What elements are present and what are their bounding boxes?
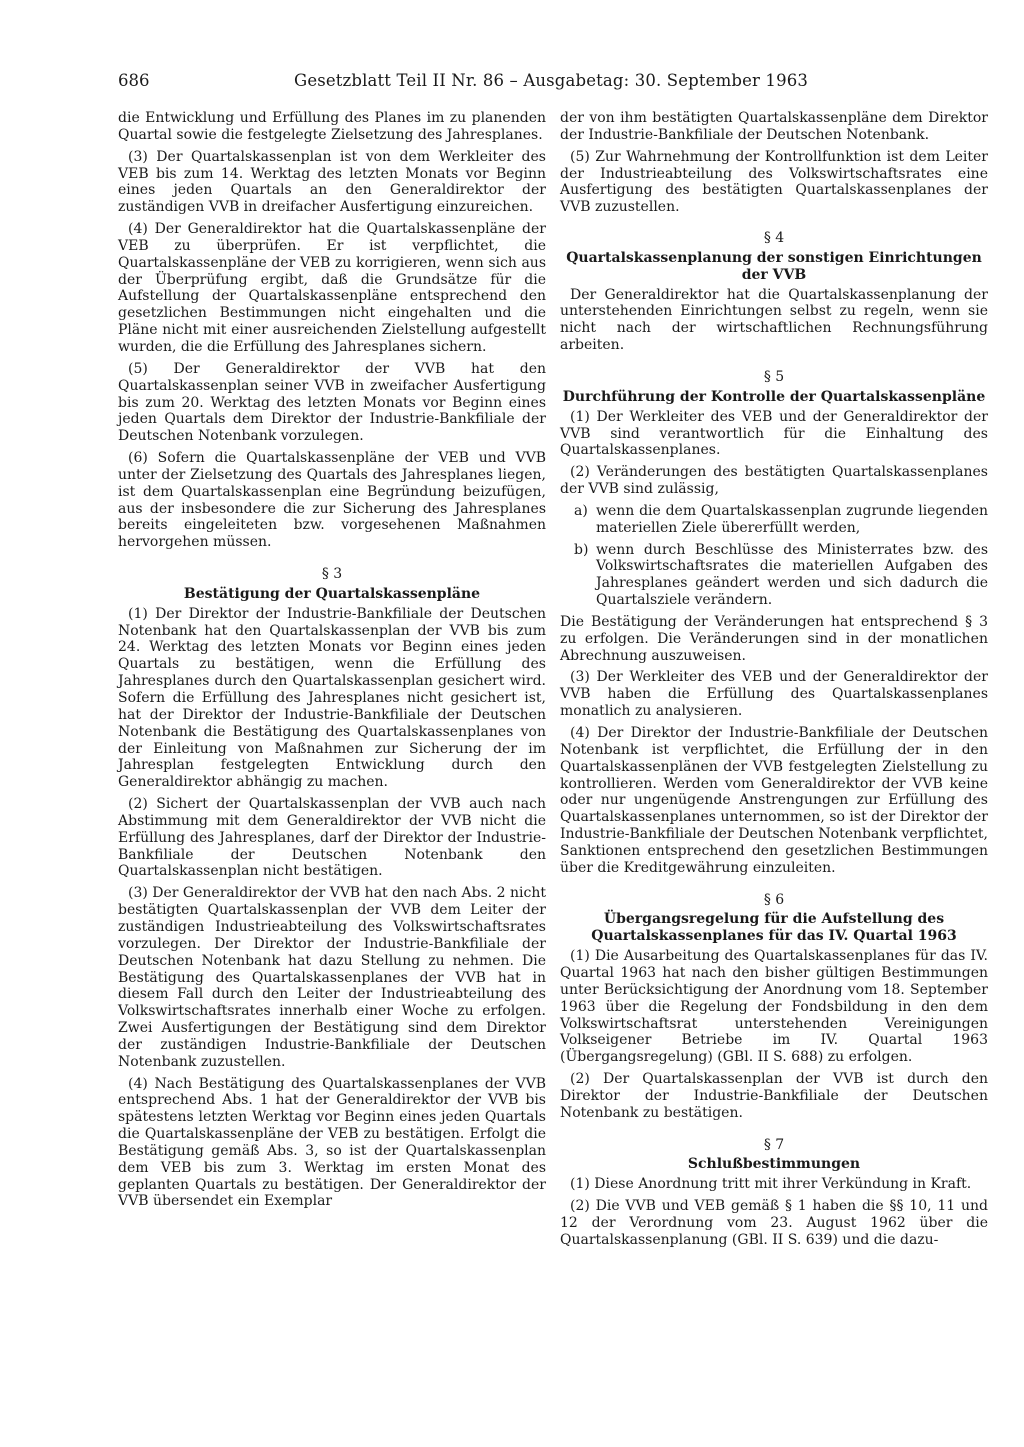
paragraph: (1) Diese Anordnung tritt mit ihrer Verkündung in Kraft. <box>570 1176 972 1193</box>
right-column <box>560 110 988 1254</box>
paragraph: (1) Der Werkleiter des VEB und der Generaldirektor der VVB sind verantwortlich für die Einhaltung des Quartalskassenplanes. <box>560 408 988 459</box>
paragraph: (6) Sofern die Quartalskassenpläne der VEB und VVB unter der Zielsetzung des Quartals des Jahresplanes liegen, ist dem Quartalskassenplan eine Begründung beizufügen, aus der insbesondere die zur Sicherung des Jahresplanes bereits eingeleiteten bzw. vorgesehenen Maßnahmen hervorgehen müssen. <box>118 450 546 551</box>
paragraph: (4) Der Direktor der Industrie-Bankfiliale der Deutschen Notenbank ist verpflichtet, die Erfüllung der in den Quartalskassenplänen der VVB festgelegten Zielstellung zu kontrollieren. Werden vom Generaldirektor der VVB keine oder nur ungenügende Anstrengungen zur Erfüllung des Quartalskassenplanes unternommen, so ist der Direktor der Industrie-Bankfiliale der Deutschen Notenbank verpflichtet, Sanktionen entsprechend den gesetzlichen Bestimmungen über die Kreditgewährung einzuleiten. <box>560 725 988 876</box>
section-title: Quartalskassenplanung der sonstigen Einrichtungen der VVB <box>566 249 982 283</box>
section-title: Übergangsregelung für die Aufstellung des Quartalskassenplanes für das IV. Quartal 1963 <box>591 911 957 945</box>
section-number: § 4 <box>763 230 785 247</box>
paragraph: (3) Der Quartalskassenplan ist von dem Werkleiter des VEB bis zum 14. Werktag des letzten Monats vor Beginn eines jeden Quartals an den Generaldirektor der zuständigen VVB in dreifacher Ausfertigung einzureichen. <box>118 148 546 216</box>
paragraph: (5) Zur Wahrnehmung der Kontrollfunktion ist dem Leiter der Industrieabteilung des Volkswirtschaftsrates eine Ausfertigung des bestätigten Quartalskassenplanes der VVB zuzustellen. <box>560 148 988 216</box>
section-title: Durchführung der Kontrolle der Quartalskassenpläne <box>562 388 986 405</box>
paragraph: (4) Der Generaldirektor hat die Quartalskassenpläne der VEB zu überprüfen. Er ist verpflichtet, die Quartalskassenpläne der VEB zu korrigieren, wenn sich aus der Überprüfung ergibt, daß die Grundsätze für die Aufstellung der Quartalskassenpläne entsprechend den gesetzlichen Bestimmungen nicht eingehalten und die Pläne nicht mit einer ausreichenden Zielstellung aufgestellt wurden, die die Erfüllung des Jahresplanes sichern. <box>118 221 546 355</box>
list-item-label: a) <box>574 502 588 519</box>
page-number: 686 <box>118 71 150 90</box>
section-number: § 6 <box>763 891 785 908</box>
section-number: § 3 <box>321 566 343 583</box>
paragraph: (3) Der Generaldirektor der VVB hat den nach Abs. 2 nicht bestätigten Quartalskassenplan der VVB dem Leiter der zuständigen Industrieabteilung des Volkswirtschaftsrates vorzulegen. Der Direktor der Industrie-Bankfiliale der Deutschen Notenbank hat dazu Stellung zu nehmen. Die Bestätigung des Quartalskassenplanes der VVB hat in diesem Fall durch den Leiter der Industrieabteilung des Volkswirtschaftsrates innerhalb einer Woche zu erfolgen. Zwei Ausfertigungen der Bestätigung sind dem Direktor der zuständigen Industrie-Bankfiliale der Deutschen Notenbank zuzustellen. <box>118 885 546 1070</box>
left-column <box>118 110 546 1215</box>
section-number: § 7 <box>763 1136 785 1153</box>
paragraph: (1) Die Ausarbeitung des Quartalskassenplanes für das IV. Quartal 1963 hat nach den bisher gültigen Bestimmungen unter Berücksichtigung der Anordnung vom 18. September 1963 über die Regelung der Fondsbildung in den dem Volkswirtschaftsrat unterstehenden Vereinigungen Volkseigener Betriebe im IV. Quartal 1963 (Übergangsregelung) (GBl. II S. 688) zu erfolgen. <box>560 948 988 1066</box>
list-item <box>560 503 988 537</box>
section-number: § 5 <box>763 368 785 385</box>
paragraph: (2) Der Quartalskassenplan der VVB ist durch den Direktor der Industrie-Bankfiliale der Deutschen Notenbank zu bestätigen. <box>560 1071 988 1121</box>
section-title: Schlußbestimmungen <box>687 1156 861 1173</box>
paragraph: der von ihm bestätigten Quartalskassenpläne dem Direktor der Industrie-Bankfiliale der Deutschen Notenbank. <box>560 110 988 143</box>
section-title: Bestätigung der Quartalskassenpläne <box>183 585 481 602</box>
list-item-label: b) <box>574 541 589 558</box>
paragraph: Die Bestätigung der Veränderungen hat entsprechend § 3 zu erfolgen. Die Veränderungen sind in der monatlichen Abrechnung auszuweisen. <box>560 613 988 664</box>
paragraph: (4) Nach Bestätigung des Quartalskassenplanes der VVB entsprechend Abs. 1 hat der Generaldirektor der VVB bis spätestens letzten Werktag vor Beginn eines jeden Quartals die Quartalskassenpläne der VEB zu bestätigen. Erfolgt die Bestätigung gemäß Abs. 3, so ist der Quartalskassenplan dem VEB bis zum 3. Werktag im ersten Monat des geplanten Quartals zu bestätigen. Der Generaldirektor der VVB übersendet ein Exemplar <box>118 1075 546 1210</box>
paragraph: Der Generaldirektor hat die Quartalskassenplanung der unterstehenden Einrichtungen selbst zu regeln, wenn sie nicht nach der wirtschaftlichen Rechnungsführung arbeiten. <box>560 286 988 354</box>
header-title: Gesetzblatt Teil II Nr. 86 – Ausgabetag: 30. September 1963 <box>294 71 809 90</box>
paragraph: (3) Der Werkleiter des VEB und der Generaldirektor der VVB haben die Erfüllung des Quartalskassenplanes monatlich zu analysieren. <box>560 669 988 720</box>
paragraph: (2) Veränderungen des bestätigten Quartalskassenplanes der VVB sind zulässig, <box>560 464 988 498</box>
paragraph: (1) Der Direktor der Industrie-Bankfiliale der Deutschen Notenbank hat den Quartalskassenplan der VVB bis zum 24. Werktag des letzten Monats vor Beginn eines jeden Quartals zu bestätigen, wenn die Erfüllung des Jahresplanes durch den Quartalskassenplan gesichert wird. Sofern die Erfüllung des Jahresplanes nicht gesichert ist, hat der Direktor der Industrie-Bankfiliale der Deutschen Notenbank die Bestätigung des Quartalskassenplanes von der Einleitung von Maßnahmen zur Sicherung der im Jahresplan festgelegten Entwicklung durch den Generaldirektor abhängig zu machen. <box>118 605 546 791</box>
paragraph: (2) Die VVB und VEB gemäß § 1 haben die §§ 10, 11 und 12 der Verordnung vom 23. August 1962 über die Quartalskassenplanung (GBl. II S. 639) und die dazu- <box>560 1198 988 1248</box>
paragraph: die Entwicklung und Erfüllung des Planes im zu planenden Quartal sowie die festgelegte Zielsetzung des Jahresplanes. <box>118 110 546 143</box>
list-item-text: wenn durch Beschlüsse des Ministerrates bzw. des Volkswirtschaftsrates die materiellen Aufgaben des Jahresplanes geändert werden und sich dadurch die Quartalsziele verändern. <box>596 541 988 609</box>
paragraph: (2) Sichert der Quartalskassenplan der VVB auch nach Abstimmung mit dem Generaldirektor der VVB nicht die Erfüllung des Jahresplanes, darf der Direktor der Industrie-Bankfiliale der Deutschen Notenbank den Quartalskassenplan nicht bestätigen. <box>118 796 546 880</box>
paragraph: (5) Der Generaldirektor der VVB hat den Quartalskassenplan seiner VVB in zweifacher Ausfertigung bis zum 20. Werktag des letzten Monats vor Beginn eines jeden Quartals dem Direktor der Industrie-Bankfiliale der Deutschen Notenbank vorzulegen. <box>118 360 546 445</box>
page-header <box>118 66 982 96</box>
list-item <box>560 542 988 609</box>
list-item-text: wenn die dem Quartalskassenplan zugrunde liegenden materiellen Ziele übererfüllt werden, <box>596 502 988 536</box>
